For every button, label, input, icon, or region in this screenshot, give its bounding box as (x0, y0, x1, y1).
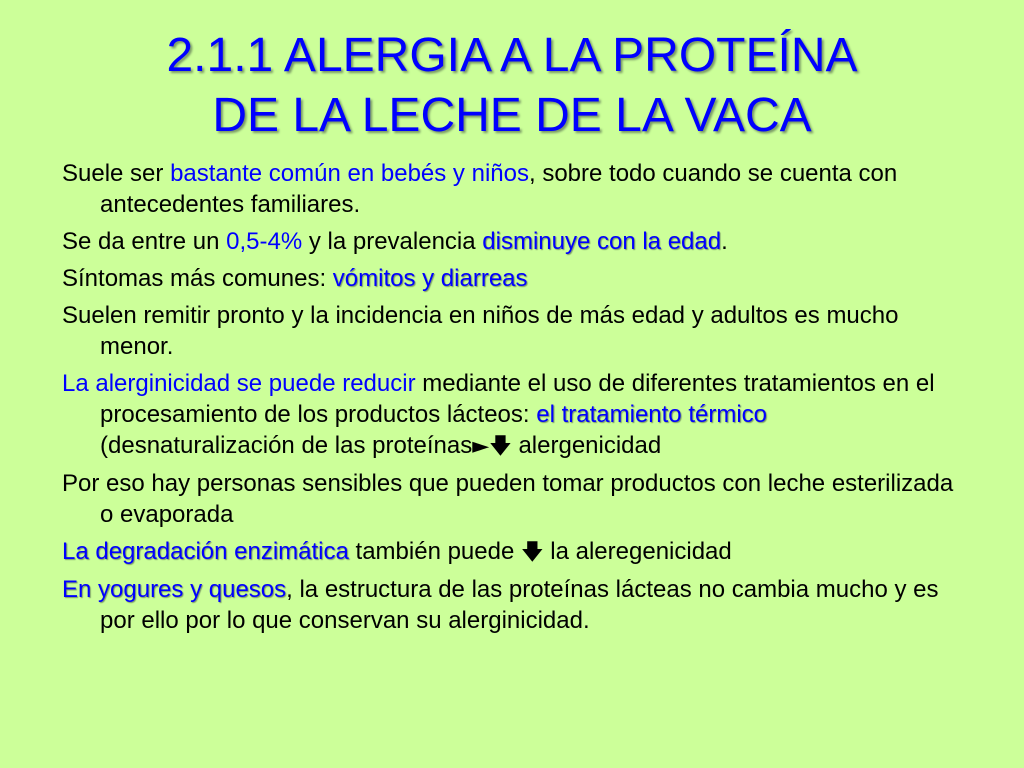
bullet-text: , la estructura de las proteínas lácteas no cambia mucho y es por ello por lo que conservan su alerginicidad. (100, 576, 939, 634)
emphasis-text: La degradación enzimática (62, 538, 349, 565)
title-line-2: DE LA LECHE DE LA VACA (212, 89, 812, 142)
bullet-text: . (721, 228, 728, 255)
bullet-item (62, 263, 962, 294)
bullet-text: mediante el uso de diferentes tratamientos en el procesamiento de los productos lácteos: (100, 370, 935, 428)
bullet-list (62, 158, 962, 642)
title-line-1: 2.1.1 ALERGIA A LA PROTEÍNA (166, 29, 858, 82)
bullet-item (62, 368, 962, 462)
bullet-item (62, 468, 962, 530)
bullet-item (62, 574, 962, 636)
highlight-text: bastante común en bebés y niños (170, 160, 529, 187)
bullet-text: (desnaturalización de las proteínas (100, 432, 473, 459)
highlight-text: La alerginicidad se puede reducir (62, 370, 416, 397)
bullet-text: alergenicidad (511, 432, 662, 459)
bullet-item (62, 226, 962, 257)
slide-title (0, 26, 1024, 146)
bullet-item (62, 536, 962, 568)
bullet-text: Se da entre un (62, 228, 227, 255)
emphasis-text: vómitos y diarreas (332, 265, 528, 292)
emphasis-text: En yogures y quesos (62, 576, 287, 603)
bullet-text: Suelen remitir pronto y la incidencia en niños de más edad y adultos es mucho menor. (62, 302, 899, 360)
bullet-text: Suele ser (62, 160, 171, 187)
bullet-text: y la prevalencia (302, 228, 483, 255)
bullet-text: la aleregenicidad (543, 538, 732, 565)
bullet-text: , sobre todo cuando se cuenta con antecedentes familiares. (100, 160, 898, 218)
bullet-item (62, 158, 962, 220)
arrow-down-icon: 🡇 (520, 540, 544, 565)
bullet-item (62, 300, 962, 362)
arrow-right-icon: ► (472, 434, 490, 459)
arrow-down-icon: 🡇 (489, 434, 512, 459)
bullet-text: Síntomas más comunes: (62, 265, 333, 292)
highlight-text: 0,5-4% (226, 228, 303, 255)
bullet-text: Por eso hay personas sensibles que pueden tomar productos con leche esterilizada o evaporada (62, 470, 954, 528)
emphasis-text: el tratamiento térmico (536, 401, 768, 428)
bullet-text: también puede (348, 538, 521, 565)
emphasis-text: disminuye con la edad (482, 228, 722, 255)
